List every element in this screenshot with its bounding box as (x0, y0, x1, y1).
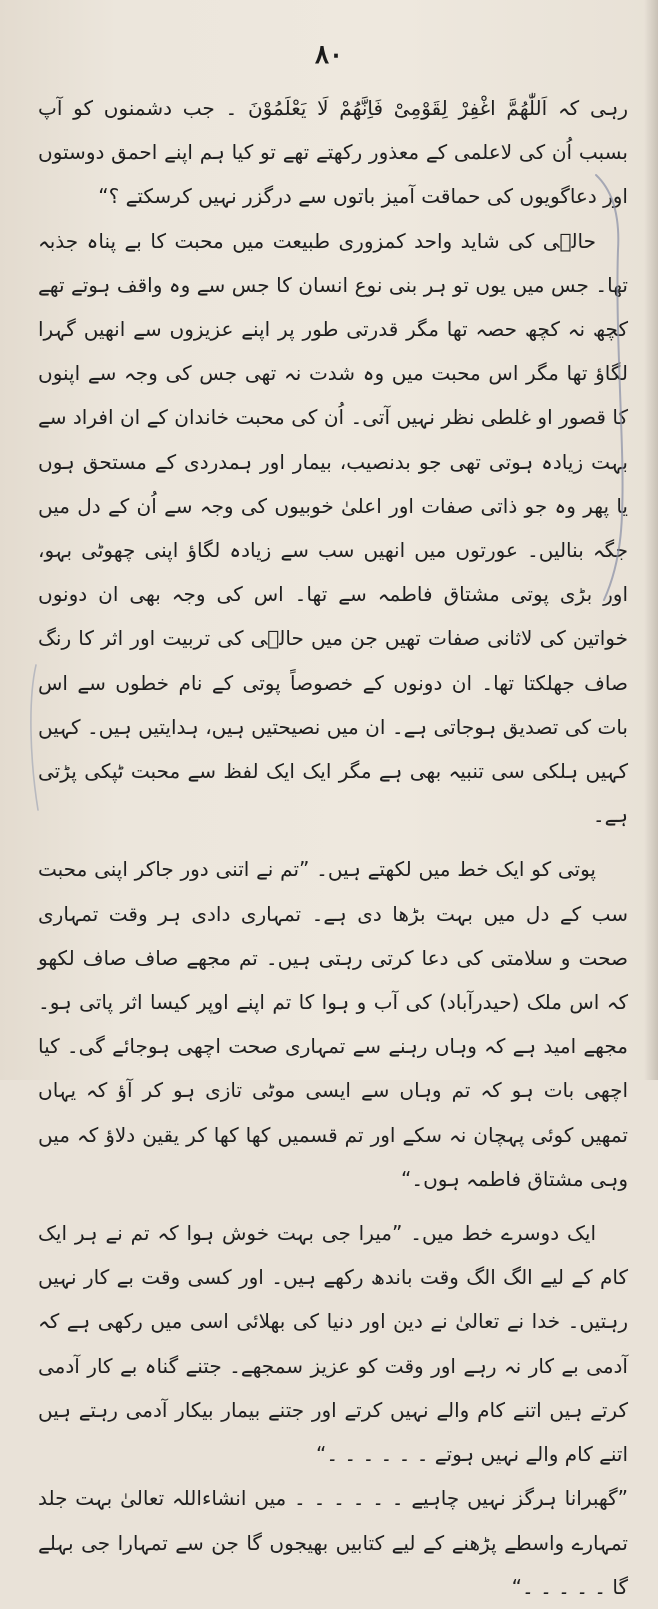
page-edge-shadow (644, 0, 658, 1080)
paragraph-gap (38, 1201, 628, 1211)
paragraph-2: حالؔی کی شاید واحد کمزوری طبیعت میں محبت کا بے پناہ جذبہ تھا۔ جس میں یوں تو ہر بنی نوع انسان کا جس سے وہ واقف ہوتے تھے کچھ نہ کچھ حصہ تھا مگر قدرتی طور پر اپنے عزیزوں سے انھیں گہرا لگاؤ تھا مگر اس محبت میں وہ شدت نہ تھی جس کی وجہ سے اپنوں کا قصور او غلطی نظر نہیں آتی۔ اُن کی محبت خاندان کے ان افراد سے بہت زیادہ ہوتی تھی جو بدنصیب، بیمار اور ہمدردی کے مستحق ہوں یا پھر وہ جو ذاتی صفات اور اعلیٰ خوبیوں کی وجہ سے اُن کے دل میں جگہ بنالیں۔ عورتوں میں انھیں سب سے زیادہ لگاؤ اپنی چھوٹی بہو، اور بڑی پوتی مشتاق فاطمہ سے تھا۔ اس کی وجہ بھی ان دونوں خواتین کی لاثانی صفات تھیں جن میں حالؔی کی تربیت اور اثر کا رنگ صاف جھلکتا تھا۔ ان دونوں کے خصوصاً پوتی کے نام خطوں سے اس بات کی تصدیق ہوجاتی ہے۔ ان میں نصیحتیں ہیں، ہدایتیں ہیں۔ کہیں کہیں ہلکی سی تنبیہ بھی ہے مگر ایک ایک لفظ سے محبت ٹپکی پڑتی ہے۔ (38, 228, 628, 828)
paragraph-4: ایک دوسرے خط میں۔ ”میرا جی بہت خوش ہوا کہ تم نے ہر ایک کام کے لیے الگ الگ وقت باندھ رکھے ہیں۔ اور کسی وقت بے کار نہیں رہتیں۔ خدا نے تعالیٰ نے دین اور دنیا کی بھلائی اسی میں رکھی ہے کہ آدمی بے کار نہ رہے اور وقت کو عزیز سمجھے۔ جتنے گناہ بے کار آدمی کرتے ہیں اتنے کام والے نہیں کرتے اور جتنے بیمار بیکار آدمی رہتے ہیں اتنے کام والے نہیں ہوتے ۔ ۔ ۔ ۔ ۔ ۔“ (38, 1221, 628, 1467)
paragraph-3: پوتی کو ایک خط میں لکھتے ہیں۔ ”تم نے اتنی دور جاکر اپنی محبت سب کے دل میں بہت بڑھا دی ہے۔ تمہاری دادی ہر وقت تمہاری صحت و سلامتی کی دعا کرتی رہتی ہیں۔ تم مجھے صاف صاف لکھو کہ اس ملک (حیدرآباد) کی آب و ہوا کا تم اپنے اوپر کیسا اثر پاتی ہو۔ مجھے امید ہے کہ وہاں رہنے سے تمہاری صحت اچھی ہوجائے گی۔ کیا اچھی بات ہو کہ تم وہاں سے ایسی موٹی تازی ہو کر آؤ کہ یہاں تمھیں کوئی پہچان نہ سکے اور تم قسمیں کھا کھا کر یقین دلاؤ کہ میں وہی مشتاق فاطمہ ہوں۔“ (38, 857, 628, 1191)
page-number: ۸۰ (315, 40, 343, 70)
page-body (38, 86, 628, 1609)
paragraph-gap (38, 837, 628, 847)
pencil-stroke-left (31, 665, 38, 810)
paragraph-5: ”گھبرانا ہرگز نہیں چاہیے ۔ ۔ ۔ ۔ ۔ ۔ میں انشاءاللہ تعالیٰ بہت جلد تمہارے واسطے پڑھنے کے لیے کتابیں بھیجوں گا جن سے تمہارا جی بہلے گا ۔ ۔ ۔ ۔ ۔“ (38, 1486, 628, 1599)
paragraph-1: رہی کہ اَللّٰھُمَّ اغْفِرْ لِقَوْمِیْ فَاِنَّھُمْ لَا یَعْلَمُوْنَ ۔ جب دشمنوں کو آپ بسبب اُن کی لاعلمی کے معذور رکھتے تھے تو کیا ہم اپنے احمق دوستوں اور دعاگویوں کی حماقت آمیز باتوں سے درگزر نہیں کرسکتے ؟“ (38, 96, 628, 209)
